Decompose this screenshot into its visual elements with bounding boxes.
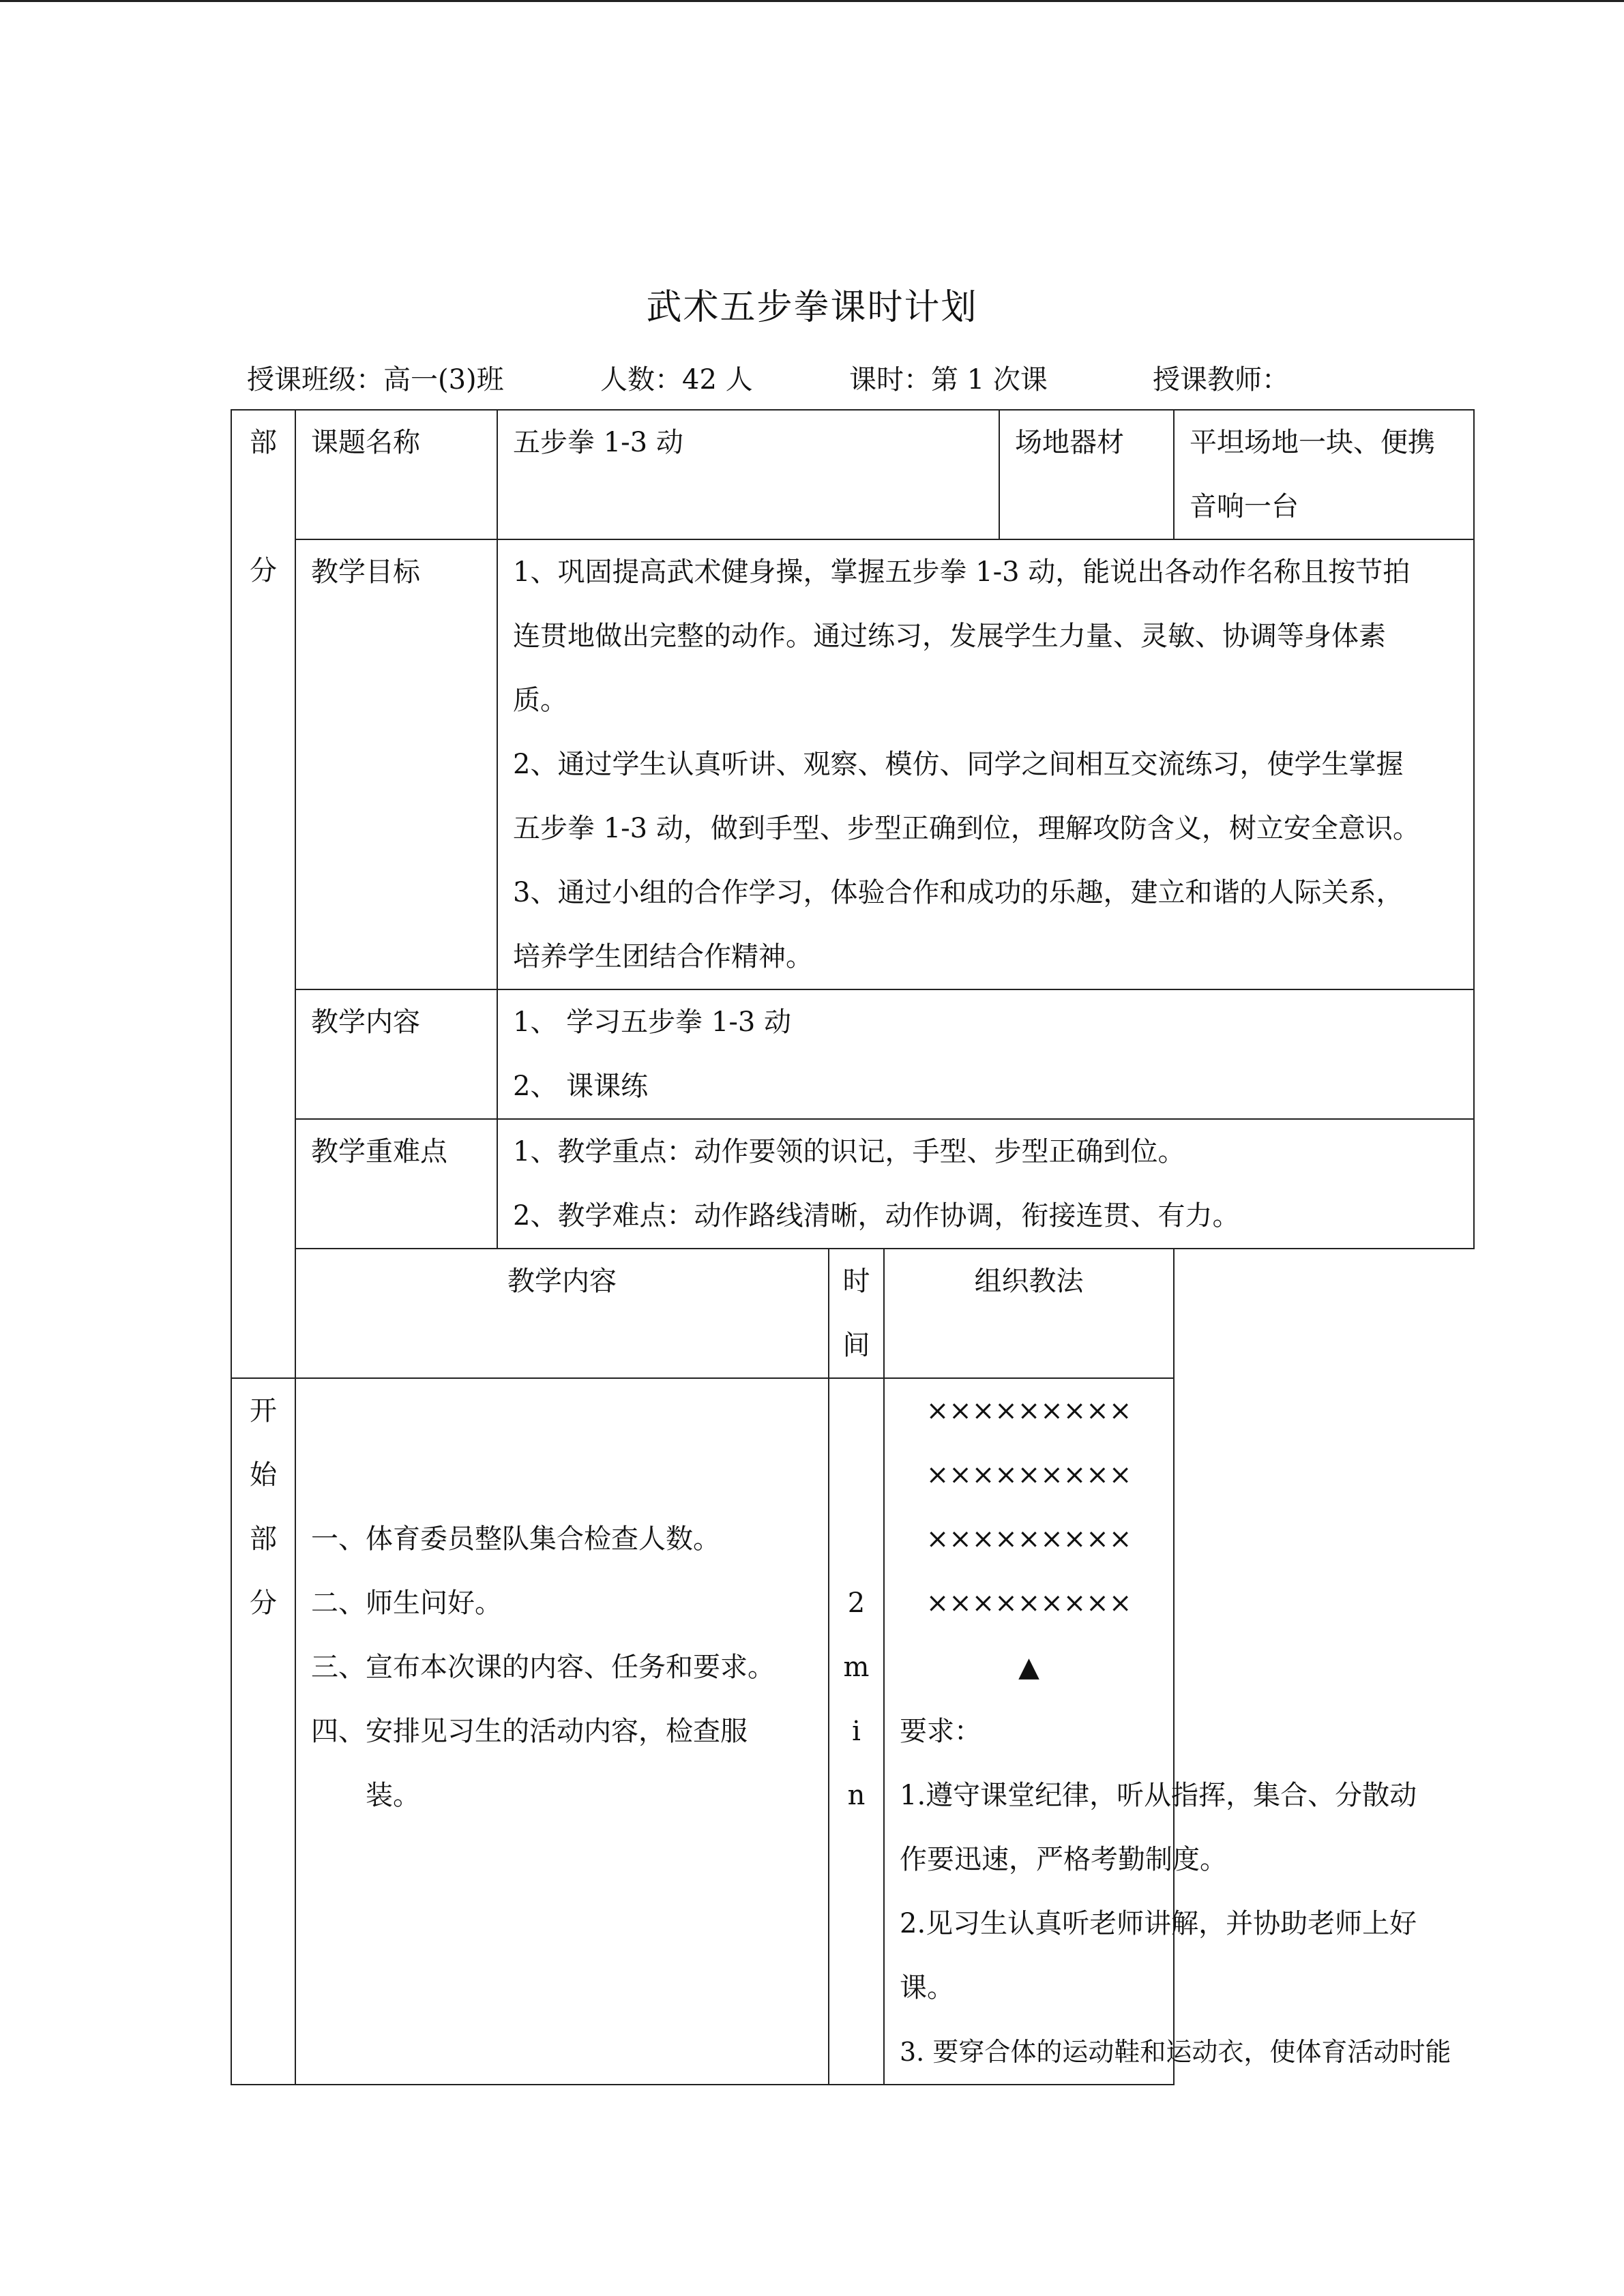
- content-value: 1、 学习五步拳 1-3 动 2、 课课练: [497, 989, 1474, 1119]
- topic-label: 课题名称: [295, 410, 497, 539]
- info-teacher: 授课教师：: [1153, 364, 1289, 396]
- keypoints-label: 教学重难点: [295, 1119, 497, 1249]
- formation-row: ×××××××××: [926, 1459, 1132, 1491]
- opening-content: 一、体育委员整队集合检查人数。 二、师生问好。 三、宣布本次课的内容、任务和要求。 四、安排见习生的活动内容，检查服 装。: [295, 1378, 829, 2085]
- info-class: 授课班级：高一(3)班: [247, 364, 504, 396]
- section-label-opening: 开 始 部 分: [231, 1378, 295, 2085]
- topic-value: 五步拳 1-3 动: [497, 410, 999, 539]
- info-period: 课时：第 1 次课: [849, 364, 1048, 396]
- equipment-value: 平坦场地一块、便携 音响一台: [1174, 410, 1474, 539]
- formation-row: ×××××××××: [926, 1395, 1132, 1427]
- info-count: 人数：42 人: [600, 364, 753, 396]
- equipment-label: 场地器材: [999, 410, 1174, 539]
- col-header-time: 时 间: [829, 1249, 884, 1378]
- col-header-content: 教学内容: [295, 1249, 829, 1378]
- formation-row: ×××××××××: [926, 1523, 1132, 1555]
- teacher-position-marker: ▲: [1018, 1652, 1039, 1683]
- goals-label: 教学目标: [295, 539, 497, 989]
- section-label-part: 部 分: [231, 410, 295, 1378]
- page-top-border: [0, 0, 1624, 2]
- opening-time: 2 m i n: [829, 1378, 884, 2085]
- col-header-method: 组织教法: [884, 1249, 1174, 1378]
- lesson-plan-table: [231, 409, 1475, 2085]
- formation-row: ×××××××××: [926, 1587, 1132, 1619]
- page-title: 武术五步拳课时计划: [646, 287, 978, 328]
- goals-content: 1、巩固提高武术健身操，掌握五步拳 1-3 动，能说出各动作名称且按节拍 连贯地做出完整的动作。通过练习，发展学生力量、灵敏、协调等身体素 质。 2、通过学生认真听讲、观察、模仿、同学之间相互交流练习，使学生掌握 五步拳 1-3 动，做到手型、步型正确到位，理解攻防含义，树立安全意识。 3、通过小组的合作学习，体验合作和成功的乐趣，建立和谐的人际关系， 培养学生团结合作精神。: [497, 539, 1474, 989]
- content-label: 教学内容: [295, 989, 497, 1119]
- opening-method: ××××××××× ××××××××× ××××××××× ××××××××× ▲ 要求： 1.遵守课堂纪律，听从指挥，集合、分散动 作要迅速，严格考勤制度。 2.见习生认真听老师讲解，并协助老师上好 课。 3. 要穿合体的运动鞋和运动衣，使体育活动时能: [884, 1378, 1174, 2085]
- keypoints-value: 1、教学重点：动作要领的识记，手型、步型正确到位。 2、教学难点：动作路线清晰，动作协调，衔接连贯、有力。: [497, 1119, 1474, 1249]
